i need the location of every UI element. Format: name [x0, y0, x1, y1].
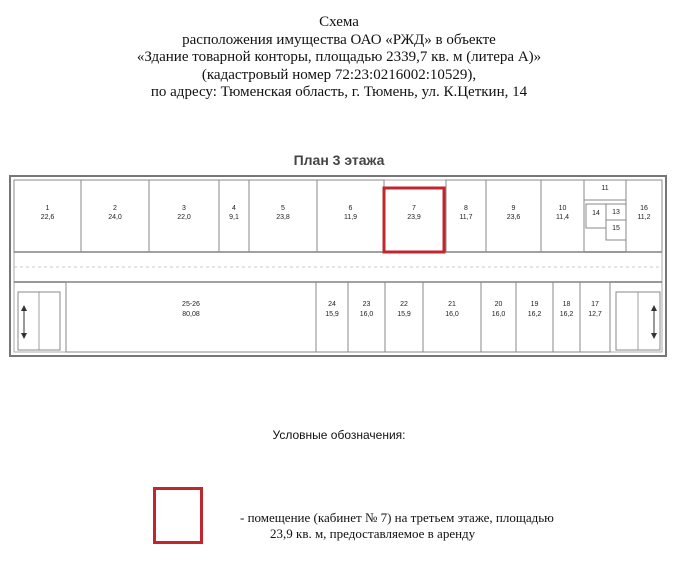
room-14-number: 14 [592, 210, 600, 217]
stairs-right [616, 292, 660, 350]
room-20-number: 20 [494, 301, 503, 308]
room-21-area: 16,0 [445, 311, 459, 318]
legend-description [240, 510, 645, 542]
room-15-number: 15 [612, 225, 620, 232]
room-23-number: 23 [362, 301, 371, 308]
legend-desc-line-1: - помещение (кабинет № 7) на третьем этаже, площадью [240, 510, 554, 525]
legend-desc-line-2: 23,9 кв. м, предоставляемое в аренду [270, 526, 476, 541]
room-16-number: 16 [640, 205, 648, 212]
room-22-area: 15,9 [397, 311, 411, 318]
room-11-number: 11 [601, 185, 609, 192]
room-19-number: 19 [530, 301, 539, 308]
room-3-number: 3 [182, 205, 186, 212]
room-18-area: 16,2 [559, 311, 574, 318]
room-7-area: 23,9 [407, 214, 421, 221]
stairs-left [18, 292, 60, 350]
room-1-number: 1 [45, 205, 50, 212]
room-18-number: 18 [562, 301, 571, 308]
bottom-rooms-group [66, 282, 610, 352]
room-6-number: 6 [348, 205, 353, 212]
room-17-number: 17 [591, 301, 599, 308]
header-line-4: (кадастровый номер 72:23:0216002:10529), [201, 66, 477, 83]
room-10-number: 10 [558, 205, 567, 212]
room-24-number: 24 [328, 301, 336, 308]
room-4-area: 9,1 [229, 214, 239, 221]
room-19-area: 16,2 [527, 311, 542, 318]
floor-plan [0, 172, 678, 362]
header-line-3: «Здание товарной конторы, площадью 2339,7 кв. м (литера А)» [136, 49, 542, 65]
plan-title: План 3 этажа [293, 152, 385, 168]
room-23-area: 16,0 [359, 311, 374, 318]
top-rooms-group [14, 180, 662, 252]
outer-wall [10, 176, 666, 356]
room-6-area: 11,9 [343, 214, 358, 221]
header-line-2: расположения имущества ОАО «РЖД» в объекте [182, 31, 496, 48]
legend-title: Условные обозначения: [272, 428, 406, 442]
room-25-26-area: 80,08 [182, 311, 200, 318]
room-8-number: 8 [464, 205, 468, 212]
document-header [0, 14, 678, 102]
room-1-area: 22,6 [40, 214, 55, 221]
room-8-area: 11,7 [459, 214, 473, 221]
room-2-number: 2 [113, 205, 117, 212]
legend-highlight-box [153, 487, 203, 544]
room-4-number: 4 [232, 205, 236, 212]
room-22-number: 22 [400, 301, 408, 308]
room-9-number: 9 [511, 205, 516, 212]
room-21-number: 21 [448, 301, 456, 308]
header-line-1: Схема [319, 14, 359, 30]
header-line-5: по адресу: Тюменская область, г. Тюмень, ул. К.Цеткин, 14 [150, 84, 528, 100]
room-17-area: 12,7 [588, 311, 602, 318]
room-5-number: 5 [281, 205, 285, 212]
room-20-area: 16,0 [491, 311, 506, 318]
room-16-area: 11,2 [637, 214, 651, 221]
room-25-26-number: 25-26 [182, 301, 200, 308]
room-24-area: 15,9 [325, 311, 339, 318]
room-13-number: 13 [612, 209, 620, 216]
room-10-area: 11,4 [555, 214, 570, 221]
room-3-area: 22,0 [177, 214, 191, 221]
room-7-number: 7 [412, 205, 416, 212]
room-2-area: 24,0 [108, 214, 122, 221]
room-5-area: 23,8 [276, 214, 290, 221]
room-9-area: 23,6 [506, 214, 521, 221]
